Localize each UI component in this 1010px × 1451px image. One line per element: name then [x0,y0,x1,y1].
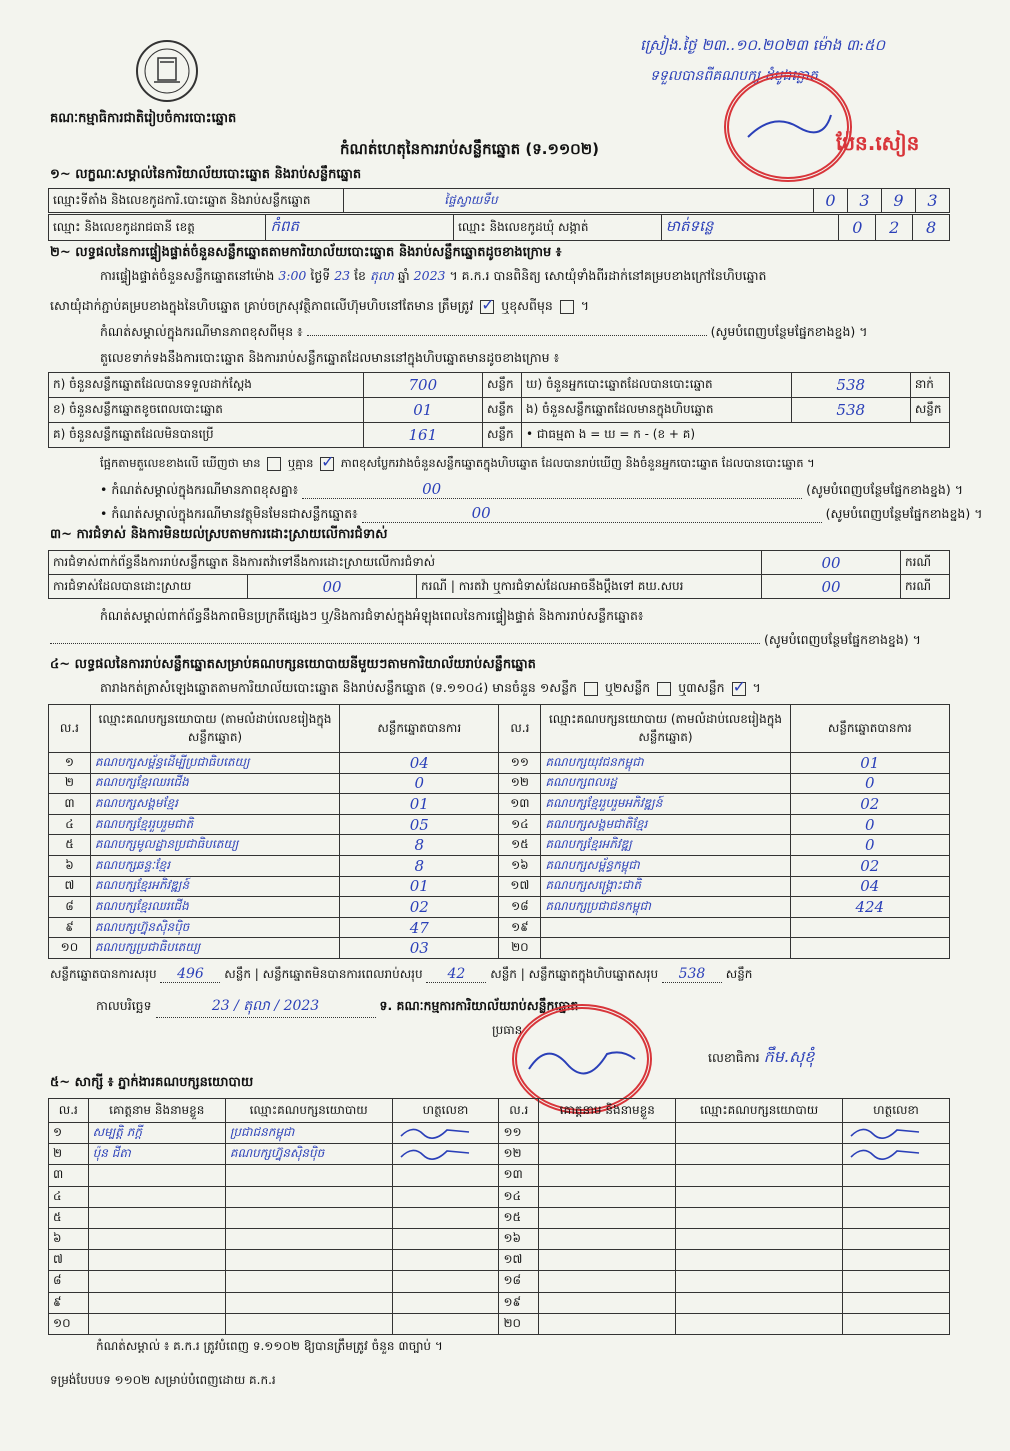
province-value: កំពត [266,215,454,241]
text: សន្លឹកឆ្នោតបានការសរុប [50,967,157,981]
party-votes: 03 [340,938,499,959]
witness-party [225,1313,392,1334]
difference-value: 00 [302,480,802,499]
polling-station-value: ផ្ទៃស្វាយទឹប [344,189,814,213]
witness-signature [843,1292,950,1313]
witness-signature [392,1313,499,1334]
figure-unit: សន្លឹក [910,398,949,423]
witness-no: ២ [49,1144,89,1165]
party-no: ១៣ [499,794,541,815]
party-name: គណបក្សយុវជនកម្ពុជា [541,753,790,774]
witness-name [539,1292,676,1313]
witness-table [48,1098,950,1335]
day-value: 23 [334,268,351,283]
foreign-object-note [100,504,982,525]
party-no: ១៥ [499,835,541,856]
date-signoff-line [96,996,578,1018]
secretary-line [708,1046,814,1070]
witness-no: ៨ [49,1271,89,1292]
col-no: ល.រ [49,705,91,753]
witness-name [539,1144,676,1165]
party-no: ៦ [49,855,91,876]
witness-party [676,1165,843,1186]
table-row [49,1313,950,1334]
party-name: គណបក្សពលរដ្ឋ [541,773,790,794]
witness-no: ១០ [49,1313,89,1334]
party-no: ១២ [499,773,541,794]
party-no: ១៧ [499,876,541,897]
party-name: គណបក្សសង្គមខ្មែរ [90,794,339,815]
witness-signature [843,1123,950,1144]
received-annotation-line1: ស្រៀង.ថ្ងៃ​ ២៣.​.១០​.២០២៣ ម៉ោង ៣:៥០ [640,36,886,54]
col-name: គោត្តនាម និងនាមខ្លួន [539,1099,676,1123]
party-votes [790,938,949,959]
witness-signature [843,1165,950,1186]
station-code-digit: 3 [847,189,881,213]
polling-station-label: ឈ្មោះទីតាំង និងលេខកូដការិ.បោះឆ្នោត និងរាប់សន្លឹកឆ្នោត [49,189,344,213]
party-name: គណបក្សសម្ព័ន្ធកម្ពុជា [541,855,790,876]
party-votes: 0 [340,773,499,794]
witness-party [225,1292,392,1313]
figure-unit: សន្លឹក [482,398,521,423]
section5-heading: ៥~ សាក្សី ៖ ភ្នាក់ងារគណបក្សនយោបាយ [50,1075,254,1090]
witness-name [88,1250,225,1271]
valid-total: 496 [160,966,220,983]
witness-no: ១២ [499,1144,539,1165]
one-sheet-checkbox[interactable] [584,682,598,696]
party-no: ៨ [49,897,91,918]
signature-icon [847,1124,927,1140]
text: សន្លឹក [725,967,753,981]
party-votes: 0 [790,835,949,856]
col-party: ឈ្មោះគណបក្សនយោបាយ [676,1099,843,1123]
text: ។ គ.ក.រ បានពិនិត្យ សោយុំទាំងពីរដាក់នៅគម្របខាងក្រៅនៃហិបឆ្នោត [449,268,767,283]
party-no: ២ [49,773,91,794]
footer-text: ទម្រង់បែបបទ ១១០២ សម្រាប់បំពេញដោយ គ.ក.រ [50,1373,276,1387]
party-name: គណបក្សខ្មែរឈរជើង [90,897,339,918]
signature-icon [397,1124,477,1140]
text: (សូមបំពេញបន្ថែមផ្នែកខាងខ្នង) ។ [806,482,963,497]
resolved-value: 00 [248,575,417,599]
witness-name [539,1271,676,1292]
figure-label: ខ) ចំនួនសន្លឹកឆ្នោតខូចពេលបោះឆ្នោត [49,398,364,423]
col-votes: សន្លឹកឆ្នោតបានការ [340,705,499,753]
witness-signature [843,1186,950,1207]
signature-icon [397,1145,477,1161]
appeal-label: ករណី | ការតវ៉ា ឬការជំទាស់ដែលអាចនឹងប្តឹងទៅ គឃ.សបរ [417,575,762,599]
col-no: ល.រ [499,705,541,753]
table-row [49,938,950,959]
committee-name: គណៈកម្មាធិការជាតិរៀបចំការបោះឆ្នោត [50,111,237,126]
invalid-total: 42 [426,966,486,983]
party-votes: 424 [790,897,949,918]
party-name: គណបក្សសង្គមជាតិខ្មែរ [541,814,790,835]
witness-signature [392,1228,499,1249]
party-name: គណបក្សហ្វ៊ុនស៊ិនប៉ិច [90,917,339,938]
witness-no: ១៥ [499,1207,539,1228]
witness-no: ១៣ [499,1165,539,1186]
figure-value: 538 [791,398,910,423]
party-votes: 01 [340,876,499,897]
col-signature: ហត្ថលេខា [843,1099,950,1123]
witness-name [539,1207,676,1228]
party-votes [790,917,949,938]
col-votes: សន្លឹកឆ្នោតបានការ [790,705,949,753]
witness-party [225,1228,392,1249]
witness-signature [392,1207,499,1228]
witness-no: ៩ [49,1292,89,1313]
tally-sheet-count-line: តារាងកត់ត្រាសំឡេងឆ្នោតតាមការិយាល័យបោះឆ្នោត និងរាប់សន្លឹកឆ្នោត (ទ.១១០៤) មានចំនួន ១សន្លឹក ឬ២សន្លឹក ឬ៣សន្លឹក ✓ ។ [100,680,761,699]
witness-party [225,1165,392,1186]
witness-no: ៤ [49,1186,89,1207]
text: ការតវ៉ា ឬការជំទាស់ដែលអាចនឹងប្តឹងទៅ គឃ.សបរ [458,578,684,593]
witness-signature [843,1271,950,1292]
witness-no: ១៤ [499,1186,539,1207]
witness-signature [843,1207,950,1228]
seal-ok-checkbox[interactable] [480,300,494,314]
party-votes: 02 [790,855,949,876]
table-row [49,753,950,774]
witness-party: ប្រជាជនកម្ពុជា [225,1123,392,1144]
figure-label: ឃ) ចំនួនអ្នកបោះឆ្នោតដែលបានបោះឆ្នោត [522,373,792,398]
irregularity-note: កំណត់សម្គាល់ពាក់ព័ន្ធនឹងភាពមិនប្រក្រតីផ្សេងៗ ឬ/និងការជំទាស់ក្នុងអំឡុងពេលនៃការផ្ទៀងផ្ទាត់ និងការរាប់សន្លឹកឆ្នោត៖ [100,608,644,623]
party-name [541,938,790,959]
party-votes: 01 [790,753,949,774]
station-code-digit: 0 [813,189,847,213]
witness-signature [843,1228,950,1249]
signature-icon [847,1145,927,1161]
party-votes: 01 [340,794,499,815]
table-row [49,794,950,815]
station-code-digit: 9 [881,189,915,213]
foreign-object-value: 00 [362,504,822,523]
witness-name [88,1271,225,1292]
witness-name [539,1123,676,1144]
witness-party [676,1207,843,1228]
text: ឬ៣សន្លឹក [678,680,725,695]
party-no: ១៤ [499,814,541,835]
emblem-icon [134,38,200,104]
text: (សូមបំពេញបន្ថែមផ្នែកខាងខ្នង) ។ [763,632,921,647]
text: (សូមបំពេញបន្ថែមផ្នែកខាងខ្នង) ។ [825,506,983,521]
witness-no: ៣ [49,1165,89,1186]
party-no: ៤ [49,814,91,835]
witness-no: ២០ [499,1313,539,1334]
party-no: ១ [49,753,91,774]
text: សោយុំដាក់ភ្ជាប់គម្របខាងក្នុងនៃហិបឆ្នោត គ្រាប់ចក្រសុវត្ថិភាពលើហ៊ុមហិបនៅតែមាន ត្រឹមត្រូវ [50,298,474,313]
party-votes: 04 [340,753,499,774]
party-votes: 0 [790,773,949,794]
party-no: ១៩ [499,917,541,938]
year-value: 2023 [413,268,446,283]
commune-code-digit: 0 [839,215,876,241]
col-no: ល.រ [49,1099,89,1123]
box-total: 538 [662,966,722,983]
party-name: គណបក្សខ្មែរអភិវឌ្ឍ [541,835,790,856]
witness-signature [392,1250,499,1271]
table-row [49,1228,950,1249]
discrepancy-line [100,456,815,473]
witness-signature [392,1292,499,1313]
witness-no: ៥ [49,1207,89,1228]
party-name: គណបក្សសម្ព័ន្ធដើម្បីប្រជាធិបតេយ្យ [90,753,339,774]
received-annotation-line2: ទទួលបានពីគណបក្ស ដំបូងក្លោត [650,68,818,84]
witness-party [676,1313,843,1334]
witness-name [88,1186,225,1207]
table-row [49,814,950,835]
party-votes: 05 [340,814,499,835]
witness-party [225,1207,392,1228]
formula-note: • ជាធម្មតា ង = ឃ = ក - (ខ + គ) [522,423,950,448]
witness-party [676,1271,843,1292]
text: • កំណត់សម្គាល់ក្នុងករណីមានវត្ថុមិនមែនជាសន្លឹកឆ្នោត៖ [100,506,358,521]
text: ការផ្ទៀងផ្ទាត់ចំនួនសន្លឹកឆ្នោតនៅម៉ោង [100,268,275,283]
section4-heading: ៤~ លទ្ធផលនៃការរាប់សន្លឹកឆ្នោតសម្រាប់គណបក្សនយោបាយនីមួយៗតាមការិយាល័យរាប់សន្លឹកឆ្នោត [50,657,536,672]
witness-party [676,1186,843,1207]
table-row [49,1250,950,1271]
party-name: គណបក្សខ្មែរអភិវឌ្ឍន៍ [90,876,339,897]
time-value: 3:00 [278,268,307,283]
party-name: គណបក្សប្រជាធិបតេយ្យ [90,938,339,959]
table-row [49,773,950,794]
witness-name [88,1165,225,1186]
party-name: គណបក្សប្រជាជនកម្ពុជា [541,897,790,918]
party-name: គណបក្សខ្មែររួបរួមអភិវឌ្ឍន៍ [541,794,790,815]
difference-note [100,480,963,501]
text: ភាពខុសប្លែករវាងចំនួនសន្លឹកឆ្នោតក្នុងហិបឆ្នោត ដែលបានរាប់ឃើញ និងចំនួនអ្នកបោះឆ្នោត ដែលបានបោះឆ្នោត ។ [340,456,815,470]
figures-intro: តួលេខទាក់ទងនឹងការបោះឆ្នោត និងការរាប់សន្លឹកឆ្នោតដែលមាននៅក្នុងហិបឆ្នោតមានដូចខាងក្រោម ៖ [100,350,560,365]
three-sheet-checkbox[interactable] [732,682,746,696]
text: សន្លឹកឆ្នោតមិនបានការពេលរាប់សរុប [262,967,423,981]
text: ឬ២សន្លឹក [605,680,651,695]
text: ឆ្នាំ [397,268,410,283]
commune-value: មាត់ទន្លេ [661,215,839,241]
witness-name [539,1186,676,1207]
party-no: ១៨ [499,897,541,918]
discrepancy-yes-checkbox[interactable] [267,457,281,471]
text: សន្លឹកឆ្នោតក្នុងហិបឆ្នោតសរុប [528,967,659,981]
signoff-text: ទ. គណៈកម្មការការិយាល័យរាប់សន្លឹកឆ្នោត [379,998,579,1013]
text: សន្លឹក [224,967,251,981]
figure-unit: សន្លឹក [482,423,521,448]
witness-name [88,1292,225,1313]
seal-status-line: សោយុំដាក់ភ្ជាប់គម្របខាងក្នុងនៃហិបឆ្នោត គ្រាប់ចក្រសុវត្ថិភាពលើហ៊ុមហិបនៅតែមាន ត្រឹមត្រូវ ✓ ឬខុសពីមុន ។ [50,298,589,317]
chair-label: ប្រធាន [492,1023,523,1037]
resolved-label: ការជំទាស់ដែលបានដោះស្រាយ [49,575,248,599]
text: លេខាធិការ [708,1050,760,1065]
col-no: ល.រ [499,1099,539,1123]
witness-signature [843,1144,950,1165]
party-results-table [48,704,950,959]
party-no: ១៦ [499,855,541,876]
party-no: ៥ [49,835,91,856]
witness-signature [392,1165,499,1186]
party-name: គណបក្សសង្គ្រោះជាតិ [541,876,790,897]
witness-signature [392,1186,499,1207]
figure-unit: សន្លឹក [482,373,521,398]
commune-code-digit: 8 [913,215,950,241]
party-no: ១១ [499,753,541,774]
witness-name [88,1313,225,1334]
figure-value: 700 [363,373,482,398]
witness-party [225,1271,392,1292]
table-row [49,917,950,938]
witness-party: គណបក្សហ្វ៊ុនស៊ិនប៉ិច [225,1144,392,1165]
difference-note-line [100,324,867,343]
text: កំណត់សម្គាល់ក្នុងករណីមានភាពខុសពីមុន ៖ [100,324,303,339]
witness-signature [392,1123,499,1144]
witness-signature [843,1250,950,1271]
commune-code-digit: 2 [876,215,913,241]
witness-no: ១៩ [499,1292,539,1313]
figure-unit: នាក់ [910,373,949,398]
witness-name [539,1313,676,1334]
col-party: ឈ្មោះគណបក្សនយោបាយ (តាមលំដាប់លេខរៀងក្នុងសន្លឹកឆ្នោត) [90,705,339,753]
witness-party [225,1250,392,1271]
figure-label: ក) ចំនួនសន្លឹកឆ្នោតដែលបានទទួលដាក់ស្តែង [49,373,364,398]
party-no: ៧ [49,876,91,897]
totals-line: សន្លឹកឆ្នោតបានការសរុប 496 សន្លឹក | សន្លឹកឆ្នោតមិនបានការពេលរាប់សរុប 42 សន្លឹក | សន្លឹកឆ្នោតក្នុងហិបឆ្នោតសរុប 538 សន្លឹក [50,966,753,982]
table-row [49,1186,950,1207]
appeal-value: 00 [762,575,901,599]
party-name: គណបក្សមូលដ្ឋានប្រជាធិបតេយ្យ [90,835,339,856]
party-name [541,917,790,938]
witness-signature [392,1144,499,1165]
col-party: ឈ្មោះគណបក្សនយោបាយ [225,1099,392,1123]
text: កាលបរិច្ឆេទ [96,998,152,1013]
col-party: ឈ្មោះគណបក្សនយោបាយ (តាមលំដាប់លេខរៀងក្នុងសន្លឹកឆ្នោត) [541,705,790,753]
complaint-unit: ករណី [901,551,950,575]
section1-table [48,188,950,213]
text: ខែ [354,268,366,283]
party-name: គណបក្សខ្មែររួបរួមជាតិ [90,814,339,835]
table-row [49,876,950,897]
party-votes: 02 [340,897,499,918]
month-value: តុលា [369,268,394,283]
witness-no: ១១ [499,1123,539,1144]
text: តារាងកត់ត្រាសំឡេងឆ្នោតតាមការិយាល័យបោះឆ្នោត និងរាប់សន្លឹកឆ្នោត (ទ.១១០៤) មានចំនួន ១សន្លឹក [100,680,578,695]
party-votes: 8 [340,835,499,856]
party-stamp-top [724,72,852,182]
figure-value: 161 [363,423,482,448]
section1-table-row2 [48,214,950,241]
witness-name [539,1250,676,1271]
commune-label: ឈ្មោះ និងលេខកូដឃុំ សង្កាត់ [454,215,662,241]
appeal-unit: ករណី [901,575,950,599]
witness-party [676,1292,843,1313]
text: ផ្អែកតាមតួលេខខាងលើ ឃើញថា មាន [100,456,261,470]
ballot-figures-table [48,372,950,448]
witness-no: ៧ [49,1250,89,1271]
table-row [49,1271,950,1292]
complaint-label: ការជំទាស់ពាក់ព័ន្ធនឹងការរាប់សន្លឹកឆ្នោត និងការតវ៉ាទៅនឹងការដោះស្រាយលើការជំទាស់ [49,551,762,575]
text: ឬខុសពីមុន [501,298,553,313]
table-row [49,1144,950,1165]
text: (សូមបំពេញបន្ថែមផ្នែកខាងខ្នង) ។ [710,324,868,339]
two-sheet-checkbox[interactable] [657,682,671,696]
col-name: គោត្តនាម និងនាមខ្លួន [88,1099,225,1123]
party-name: គណបក្សខ្មែរឈរជើង [90,773,339,794]
stamp-signature-text: ប៉ែន.សៀន [836,131,920,155]
witness-name [88,1228,225,1249]
witness-party [676,1228,843,1249]
station-code-digit: 3 [915,189,949,213]
witness-note: កំណត់សម្គាល់ ៖ គ.ក.រ ត្រូវបំពេញ ទ.១១០២ ឱ្យបានត្រឹមត្រូវ ចំនួន ៣ច្បាប់ ។ [96,1339,443,1353]
witness-signature [843,1313,950,1334]
seal-changed-checkbox[interactable] [560,300,574,314]
witness-no: ៦ [49,1228,89,1249]
discrepancy-no-checkbox[interactable] [320,457,334,471]
party-no: ៩ [49,917,91,938]
witness-name [88,1207,225,1228]
text: • កំណត់សម្គាល់ក្នុងករណីមានភាពខុសគ្នា៖ [100,482,299,497]
witness-signature [392,1271,499,1292]
figure-label: គ) ចំនួនសន្លឹកឆ្នោតដែលមិនបានប្រើ [49,423,364,448]
secretary-signature: កឹម.សុខុំ [763,1047,815,1066]
witness-party [676,1123,843,1144]
witness-party [676,1144,843,1165]
witness-party [676,1250,843,1271]
party-votes: 0 [790,814,949,835]
form-title: កំណត់ហេតុនៃការរាប់សន្លឹកឆ្នោត (ទ.១១០២) [340,140,600,158]
party-votes: 04 [790,876,949,897]
party-votes: 8 [340,855,499,876]
table-row [49,1292,950,1313]
irregularity-note-line [50,632,921,651]
province-label: ឈ្មោះ និងលេខកូដរាជធានី ខេត្ត [49,215,266,241]
complaints-table [48,550,950,599]
party-votes: 47 [340,917,499,938]
table-row [49,897,950,918]
witness-no: ១៦ [499,1228,539,1249]
date-value: 23 / តុលា / 2023 [156,996,376,1018]
table-row [49,1123,950,1144]
table-row [49,855,950,876]
table-row [49,1207,950,1228]
col-signature: ហត្ថលេខា [392,1099,499,1123]
party-no: ២០ [499,938,541,959]
witness-no: ១៧ [499,1250,539,1271]
witness-name [539,1228,676,1249]
complaint-value: 00 [762,551,901,575]
party-no: ១០ [49,938,91,959]
party-votes: 02 [790,794,949,815]
text: ឬគ្មាន [287,456,314,470]
section2-heading: ២~ លទ្ធផលនៃការផ្ទៀងផ្ទាត់ចំនួនសន្លឹកឆ្នោតតាមការិយាល័យបោះឆ្នោត និងរាប់សន្លឹកឆ្នោតដូចខាងក្រោម ៖ [50,245,562,260]
party-no: ៣ [49,794,91,815]
witness-party [225,1186,392,1207]
text: សន្លឹក [490,967,517,981]
party-name: គណបក្សឆន្ទៈខ្មែរ [90,855,339,876]
witness-name: សម្បត្តិ ភក្តី [88,1123,225,1144]
witness-no: ១៨ [499,1271,539,1292]
text: ករណី [421,578,448,593]
text: ថ្ងៃទី [310,268,331,283]
witness-no: ១ [49,1123,89,1144]
figure-value: 01 [363,398,482,423]
table-row [49,835,950,856]
figure-label: ង) ចំនួនសន្លឹកឆ្នោតដែលមានក្នុងហិបឆ្នោត [522,398,792,423]
section3-heading: ៣~ ការជំទាស់ និងការមិនយល់ស្របតាមការដោះស្រាយលើការជំទាស់ [50,527,388,542]
witness-name [539,1165,676,1186]
table-row [49,1165,950,1186]
figure-value: 538 [791,373,910,398]
witness-name: ប៉ុន ជីតា [88,1144,225,1165]
verification-time-line [100,268,766,287]
section1-heading: ១~ លក្ខណៈសម្គាល់នៃការិយាល័យបោះឆ្នោត និងរាប់សន្លឹកឆ្នោត [50,167,362,182]
